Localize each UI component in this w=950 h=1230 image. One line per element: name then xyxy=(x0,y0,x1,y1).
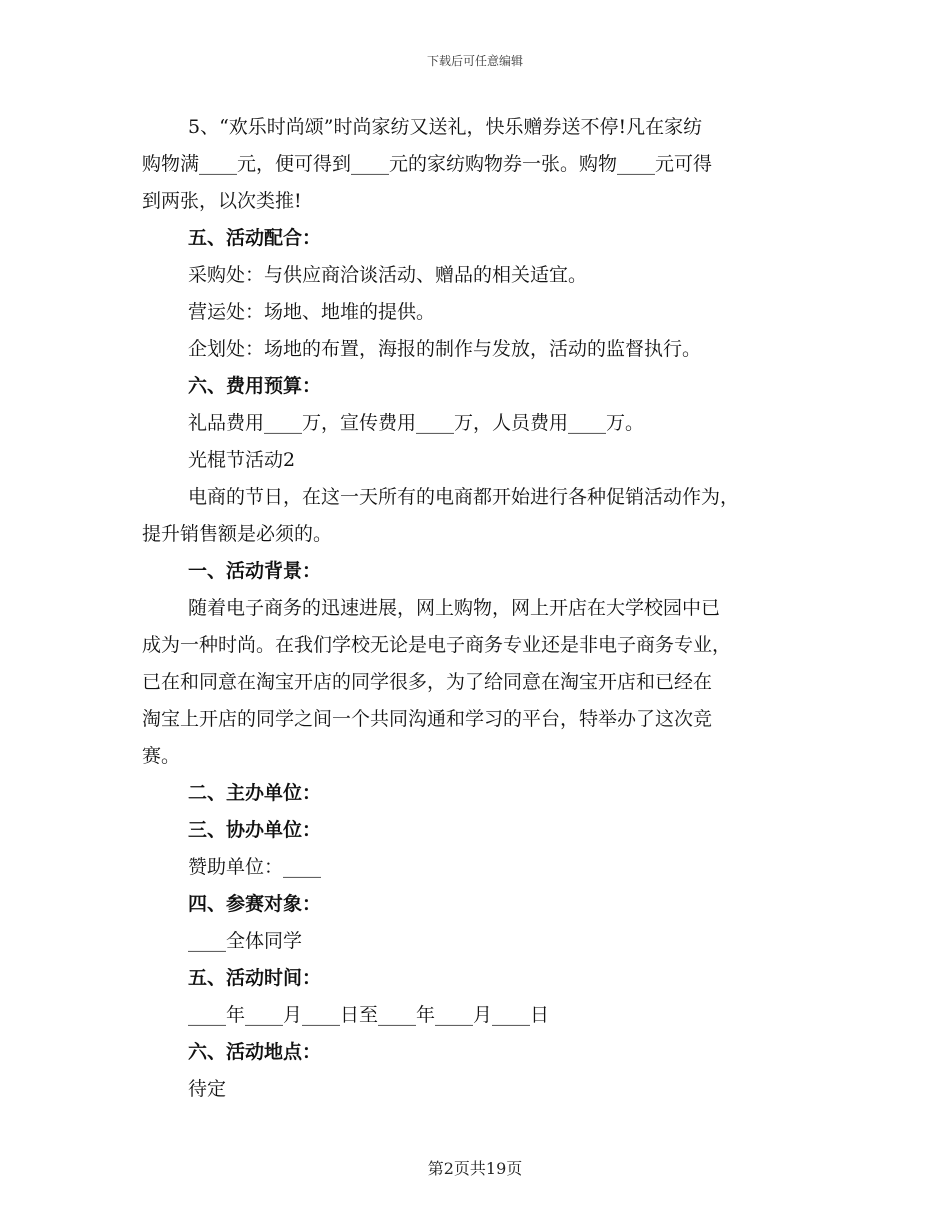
page-header: 下载后可任意编辑 xyxy=(426,54,523,68)
paragraph-line: 电商的节日，在这一天所有的电商都开始进行各种促销活动作为， xyxy=(188,486,740,508)
paragraph-line: 营运处：场地、地堆的提供。 xyxy=(188,301,436,323)
section-heading: 二、主办单位： xyxy=(188,782,322,804)
paragraph-line: 成为一种时尚。在我们学校无论是电子商务专业还是非电子商务专业， xyxy=(142,634,732,656)
paragraph-line: 已在和同意在淘宝开店的同学很多，为了给同意在淘宝开店和已经在 xyxy=(142,671,713,693)
paragraph-line: 赞助单位：____ xyxy=(188,856,322,878)
section-heading: 六、活动地点： xyxy=(188,1041,322,1063)
page-footer: 第2页共19页 xyxy=(427,1159,523,1178)
paragraph-line: 随着电子商务的迅速进展，网上购物，网上开店在大学校园中已 xyxy=(188,597,721,619)
paragraph-line: ____年____月____日至____年____月____日 xyxy=(188,1004,550,1026)
paragraph-line: 礼品费用____万，宣传费用____万，人员费用____万。 xyxy=(188,412,645,434)
section-heading: 一、活动背景： xyxy=(188,560,322,582)
paragraph-line: 赛。 xyxy=(142,745,181,767)
paragraph-line: 采购处：与供应商洽谈活动、赠品的相关适宜。 xyxy=(188,264,588,286)
paragraph-line: 企划处：场地的布置，海报的制作与发放，活动的监督执行。 xyxy=(188,338,702,360)
paragraph-line: ____全体同学 xyxy=(188,930,303,952)
paragraph-line: 5、“欢乐时尚颂”时尚家纺又送礼，快乐赠券送不停!凡在家纺 xyxy=(188,116,703,138)
paragraph-line: 购物满____元，便可得到____元的家纺购物券一张。购物____元可得 xyxy=(142,153,713,175)
paragraph-line: 待定 xyxy=(188,1078,227,1100)
paragraph-line: 淘宝上开店的同学之间一个共同沟通和学习的平台，特举办了这次竞 xyxy=(142,708,713,730)
section-heading: 五、活动配合： xyxy=(188,227,322,249)
section-heading: 四、参赛对象： xyxy=(188,893,322,915)
paragraph-line: 到两张，以次类推! xyxy=(142,190,302,212)
section-heading: 五、活动时间： xyxy=(188,967,322,989)
section-heading: 六、费用预算： xyxy=(188,375,322,397)
section-heading: 三、协办单位： xyxy=(188,819,322,841)
subtitle: 光棍节活动2 xyxy=(188,449,296,471)
paragraph-line: 提升销售额是必须的。 xyxy=(142,523,333,545)
